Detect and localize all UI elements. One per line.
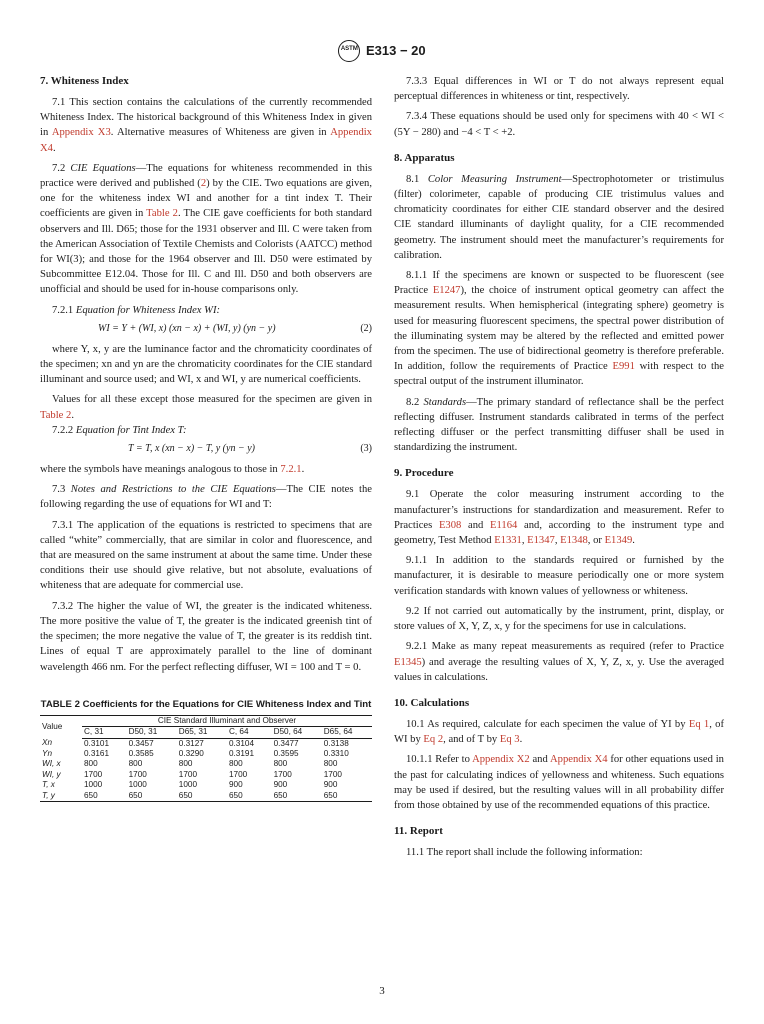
table-cell: 0.3127 <box>178 738 204 748</box>
table-cell: 0.3101 <box>84 738 110 748</box>
eq-2-link[interactable]: Eq 2 <box>423 734 444 746</box>
e1348-link[interactable]: E1348 <box>560 535 588 547</box>
paragraph-7-3-4: 7.3.4 These equations should be used only for specimens with 40 < WI < (5Y − 280) and −4 < T < +2. <box>394 111 724 138</box>
table-cell: 1700 <box>128 769 147 779</box>
paragraph-11-1: 11.1 The report shall include the following information: <box>406 847 643 859</box>
table-cell: 800 <box>128 759 143 769</box>
paragraph-8-1-1: 8.1.1 If the specimens are known or suspected to be fluorescent (see Practice E1247), the choice of instrument optical geometry can affect the measurement results. When hemispherical (integrating sphere) geometry is used for measuring fluorescent specimens, the spectral power distribution of the illuminating system may be altered by the reflected and emitted power from the specimen. The use of bidirectional geometry is therefore preferable. In addition, follow the requirements of Practice E991 with respect to the spectral output of the instrument illuminator. <box>394 270 725 388</box>
e991-link[interactable]: E991 <box>612 361 635 373</box>
appendix-x4-link[interactable]: Appendix X4 <box>40 127 372 154</box>
reference-2-link[interactable]: 2 <box>200 178 207 190</box>
table-row <box>40 780 372 790</box>
row-label: Xn <box>42 738 53 748</box>
paragraph-values: Values for all these except those measured for the specimen are given in Table 2. <box>40 394 372 421</box>
standard-designation: E313 − 20 <box>366 43 426 59</box>
section-9-heading: 9. Procedure <box>394 467 454 480</box>
table-2-link-2[interactable]: Table 2 <box>40 409 72 421</box>
row-label: T, y <box>40 791 82 802</box>
table-row <box>40 738 372 749</box>
table-cell: 1700 <box>323 769 342 779</box>
paragraph-symbols: where the symbols have meanings analogous to those in 7.2.1. <box>40 464 305 476</box>
table-cell: 1000 <box>178 780 197 790</box>
table-cell: 0.3595 <box>273 748 299 758</box>
paragraph-9-1-1: 9.1.1 In addition to the standards required or furnished by the manufacturer, it is desirable to measure periodically one or more system verification standards with known values of yellowness or whiteness. <box>394 555 724 597</box>
table-cell: 0.3477 <box>273 738 299 748</box>
value-column-header: Value <box>40 715 82 738</box>
coefficients-table <box>40 715 372 802</box>
eq-3-link[interactable]: Eq 3 <box>499 734 520 746</box>
e1349-link[interactable]: E1349 <box>604 535 633 547</box>
table-cell: 650 <box>322 791 372 802</box>
table-row <box>40 749 372 759</box>
paragraph-where: where Y, x, y are the luminance factor and the chromaticity coordinates of the specimen; xn and yn are the chromaticity coordinates for the CIE standard illuminant and source used; and WI, x and WI, y are numerical coefficients. <box>40 343 372 386</box>
paragraph-8-1: 8.1 Color Measuring Instrument—Spectrophotometer or tristimulus (filter) colorimeter, capable of producing CIE tristimulus values and chromaticity coordinates for either CIE standard observer and the desired CIE standard illuminants of daylight quality, for a CIE recommended geometry. The instrument should meet the manufacturer’s requirements for calibration. <box>394 173 725 261</box>
table-cell: 800 <box>228 759 243 769</box>
e308-link[interactable]: E308 <box>438 519 462 531</box>
table-2-title: TABLE 2 Coefficients for the Equations for CIE Whiteness Index and Tint <box>40 698 372 710</box>
paragraph-7-2-2: 7.2.2 Equation for Tint Index T: <box>52 424 187 436</box>
table-column-header: C, 31 <box>82 727 127 738</box>
paragraph-7-2: 7.2 CIE Equations—The equations for whiteness recommended in this practice were derived and published (2) by the CIE. Two equations are given, one for the whiteness index WI and another for a tint index T. Their coefficients are given in Table 2. The CIE gave coefficients for both standard observers and Ill. D65; those for the 1931 observer and Ill. C were taken from the American Association of Textile Chemists and Colorists (AATCC) method for WI(3); and those for the 1964 observer and Ill. D50 were estimated by Subcommittee E12.04. Those for Ill. C and Ill. D50 and both observers are unofficial and should be used for in-house comparisons only. <box>40 162 372 296</box>
equation-3-number: (3) <box>360 443 372 455</box>
table-cell: 0.3161 <box>84 748 110 758</box>
table-cell: 650 <box>227 791 272 802</box>
table-cell: 650 <box>177 791 227 802</box>
table-cell: 0.3585 <box>128 748 154 758</box>
paragraph-9-2: 9.2 If not carried out automatically by the instrument, print, display, or store values of X, Y, Z, x, y for the specimens for use in calculations. <box>394 605 724 633</box>
table-cell: 0.3138 <box>323 738 349 748</box>
left-column <box>40 74 372 802</box>
table-cell: 900 <box>273 780 288 790</box>
row-label: WI, x <box>42 759 61 769</box>
table-cell: 0.3104 <box>228 738 255 748</box>
table-column-header: D65, 31 <box>177 727 227 738</box>
equation-2 <box>40 321 372 336</box>
table-cell: 900 <box>323 780 338 790</box>
table-column-header: C, 64 <box>227 727 272 738</box>
e1247-link[interactable]: E1247 <box>432 285 461 297</box>
table-cell: 1700 <box>178 769 197 779</box>
paragraph-9-1: 9.1 Operate the color measuring instrument according to the manufacturer’s instructions for standardization and measurement. Refer to Practices E308 and E1164 and, according to the instrument type and geometry, Test Method E1331, E1347, E1348, or E1349. <box>394 489 725 547</box>
paragraph-7-3-2: 7.3.2 The higher the value of WI, the greater is the indicated whiteness. The more positive the value of T, the greater is the indicated greenish tint of the specimen; the more negative the value of T, the greater is its reddish tint. Lines of equal T are approximately parallel to the line of dominant wavelength 466 nm. For the perfect reflecting diffuser, WI = 100 and T = 0. <box>40 600 372 673</box>
table-cell: 900 <box>228 780 243 790</box>
illuminant-observer-header: CIE Standard Illuminant and Observer <box>82 715 372 726</box>
row-label: WI, y <box>42 769 61 779</box>
section-7-2-1-link[interactable]: 7.2.1 <box>280 464 302 476</box>
eq-1-link[interactable]: Eq 1 <box>688 718 710 730</box>
e1164-link[interactable]: E1164 <box>490 519 518 531</box>
appendix-x3-link[interactable]: Appendix X3 <box>51 127 111 139</box>
table-cell: 0.3457 <box>128 738 154 748</box>
equation-3 <box>40 441 372 456</box>
paragraph-8-2: 8.2 Standards—The primary standard of reflectance shall be the perfect reflecting diffuser. Instrument standards calibrated in terms of the perfect reflecting diffuser or the perfect transmitting diffuser shall be used in standardizing the instrument. <box>394 396 725 454</box>
table-cell: 650 <box>82 791 127 802</box>
table-cell: 800 <box>323 759 338 769</box>
table-cell: 1000 <box>84 780 103 790</box>
section-7-heading: 7. Whiteness Index <box>40 75 129 87</box>
paragraph-9-2-1: 9.2.1 Make as many repeat measurements as required (refer to Practice E1345) and average the resulting values of X, Y, Z, x, y. Use the averaged values in calculations. <box>394 641 724 683</box>
appendix-x4-link-2[interactable]: Appendix X4 <box>550 754 608 766</box>
e1347-link[interactable]: E1347 <box>527 535 555 547</box>
table-cell: 1700 <box>273 769 292 779</box>
table-cell: 650 <box>127 791 177 802</box>
astm-logo: ASTM <box>338 40 360 62</box>
table-cell: 0.3191 <box>228 748 255 758</box>
paragraph-7-3: 7.3 Notes and Restrictions to the CIE Equations—The CIE notes the following regarding the use of equations for WI and T: <box>40 484 372 511</box>
table-column-header: D50, 31 <box>127 727 177 738</box>
table-cell: 0.3310 <box>323 748 349 758</box>
section-11-heading: 11. Report <box>394 825 443 838</box>
page-number: 3 <box>379 985 385 997</box>
equation-2-number: (2) <box>360 322 372 334</box>
table-row <box>40 791 372 802</box>
table-cell: 800 <box>84 759 98 769</box>
table-column-header: D50, 64 <box>272 727 322 738</box>
table-cell: 1700 <box>84 769 103 779</box>
table-cell: 800 <box>273 759 288 769</box>
table-cell: 1700 <box>228 769 248 779</box>
table-row <box>40 770 372 780</box>
table-cell: 1000 <box>128 780 147 790</box>
section-8-heading: 8. Apparatus <box>394 151 455 164</box>
table-cell: 800 <box>178 759 193 769</box>
equation-3-expression: T = T, x (xn − x) − T, y (yn − y) <box>128 443 255 455</box>
equation-2-expression: WI = Y + (WI, x) (xn − x) + (WI, y) (yn − y) <box>98 322 276 334</box>
table-2-link[interactable]: Table 2 <box>146 208 178 220</box>
row-label: Yn <box>42 748 53 758</box>
table-cell: 650 <box>272 791 322 802</box>
row-label: T, x <box>42 780 55 790</box>
appendix-x2-link[interactable]: Appendix X2 <box>472 754 530 766</box>
table-row <box>40 759 372 769</box>
paragraph-7-2-1: 7.2.1 Equation for Whiteness Index WI: <box>52 304 221 316</box>
e1345-link[interactable]: E1345 <box>394 656 422 668</box>
paragraph-7-1: 7.1 This section contains the calculations of the currently recommended Whiteness Index. The historical background of this Whiteness Index in given in Appendix X3. Alternative measures of Whiteness are given in Appendix X4. <box>40 97 372 154</box>
table-cell: 0.3290 <box>178 748 204 758</box>
paragraph-7-3-1: 7.3.1 The application of the equations is restricted to specimens that are called “white” commercially, that are similar in color and fluorescence, and that are measured on the same instrument at about the same time. Under these conditions their use should give relative, but not absolute, evaluations of whiteness that are adequate for commercial use. <box>40 519 372 592</box>
paragraph-7-3-3: 7.3.3 Equal differences in WI or T do not always represent equal perceptual differences in whiteness or tint, respectively. <box>394 76 724 103</box>
e1331-link[interactable]: E1331 <box>494 535 522 547</box>
section-10-heading: 10. Calculations <box>394 696 470 709</box>
paragraph-10-1-1: 10.1.1 Refer to Appendix X2 and Appendix X4 for other equations used in the past for calculating indices of yellowness and whiteness. Such equations may be used if desired, but the resulting values will in all probability differ from those obtained by use of the recommended equations of this practice. <box>394 754 724 811</box>
page-header <box>0 40 764 62</box>
paragraph-10-1: 10.1 As required, calculate for each specimen the value of YI by Eq 1, of WI by Eq 2, and of T by Eq 3. <box>394 718 724 746</box>
table-column-header: D65, 64 <box>322 727 372 738</box>
right-column <box>394 74 724 865</box>
